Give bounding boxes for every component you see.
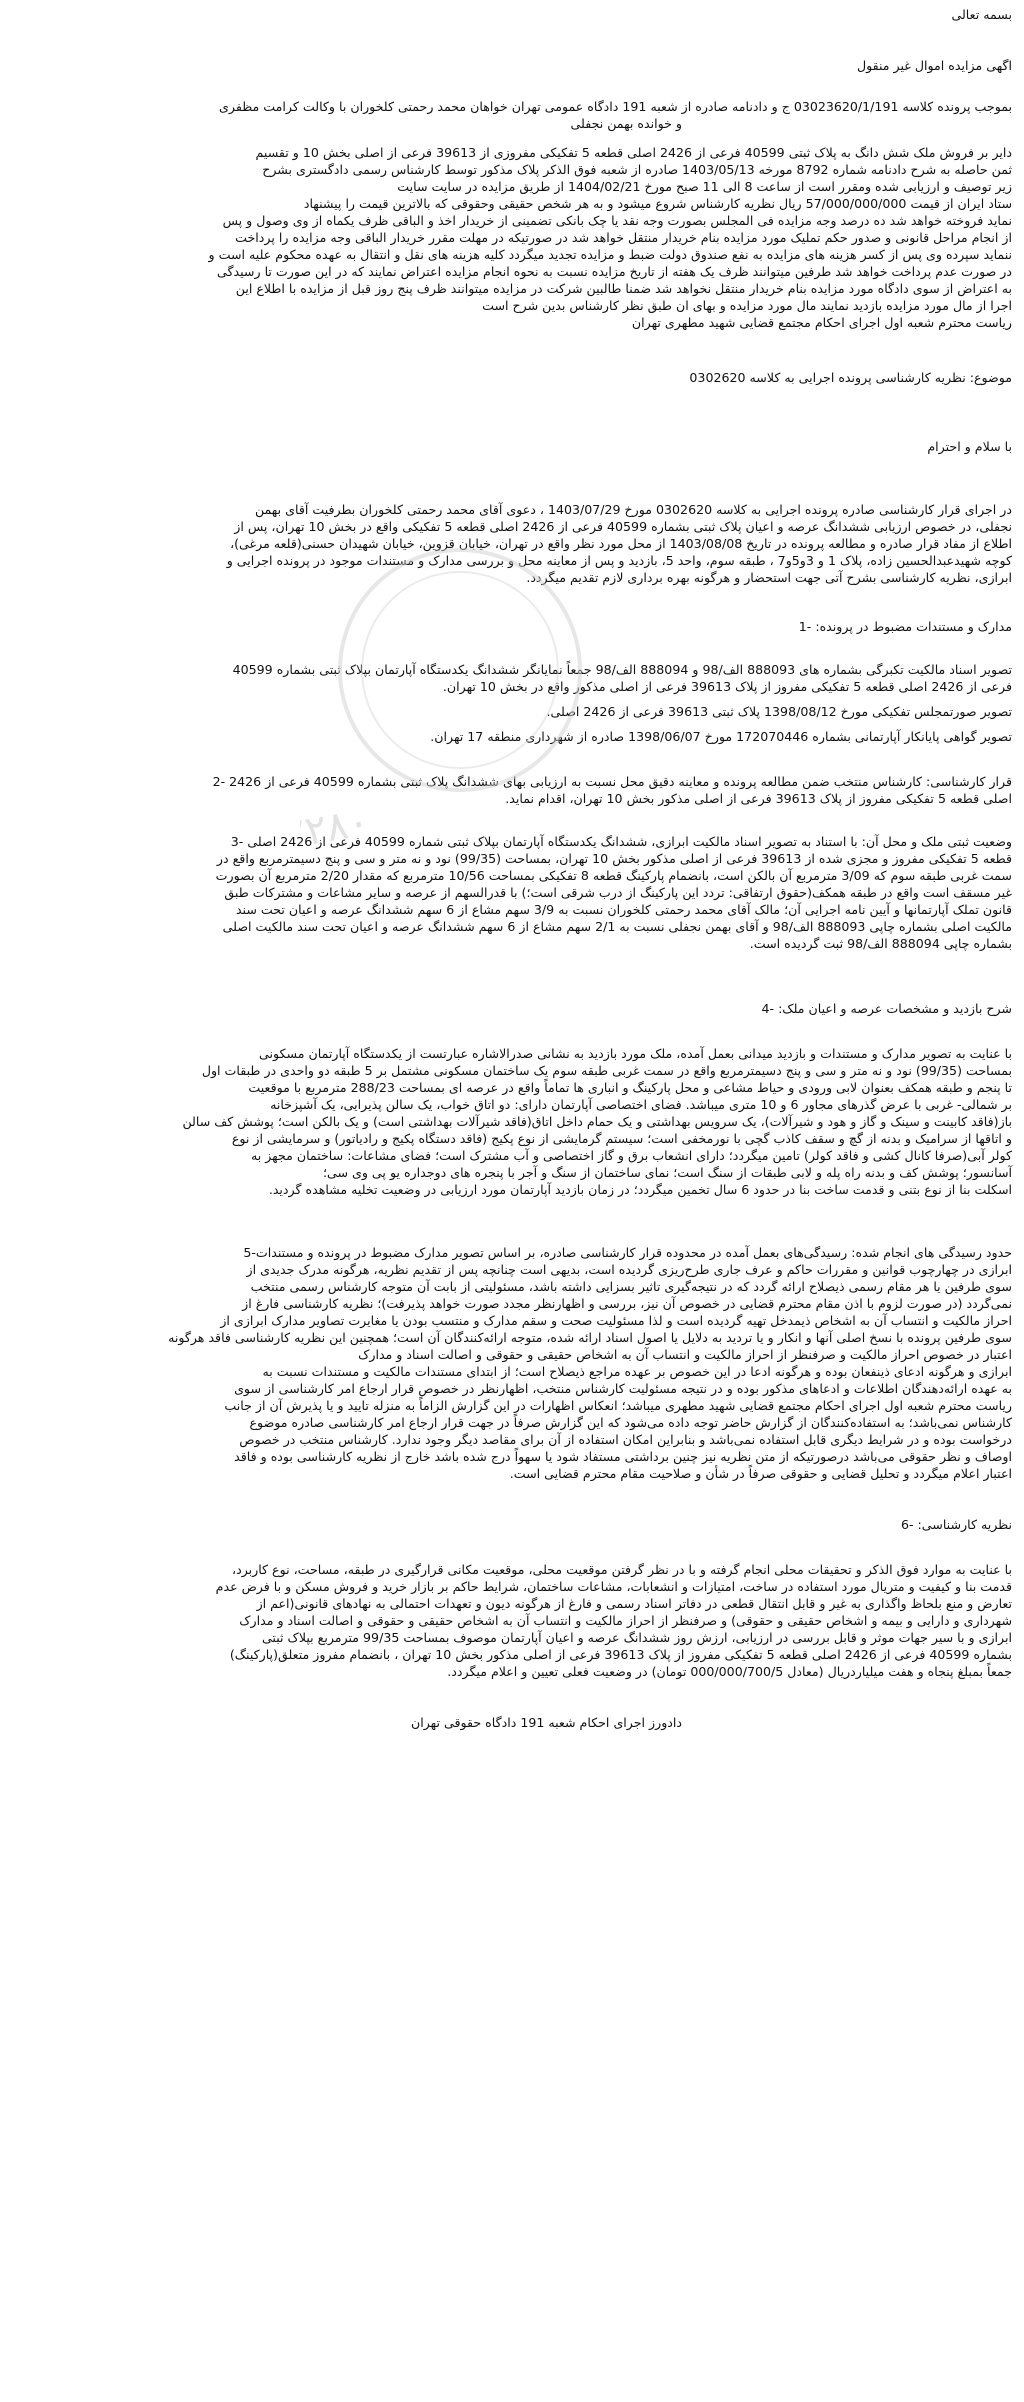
inspection-line: آسانسور؛ پوشش کف و بدنه راه پله و لابی طبقات از سنگ است؛ نمای ساختمان از سنگ و آجر با پنجره های دوجداره یو پی وی سی؛ — [322, 1165, 1012, 1180]
order-line: قرار کارشناسی: کارشناس منتخب ضمن مطالعه پرونده و معاینه دقیق محل نسبت به ارزیابی بهای ششدانگ پلاک ثبتی بشماره 40599 فرعی از 2426 -2 — [212, 774, 1012, 789]
auction-notice-body — [38, 144, 1012, 314]
opinion-line: شهرداری و دارایی و بیمه و اشخاص حقیقی و حقوقی) و صرفنظر از احراز مالکیت و انتساب آن به اشخاص حقیقی و حقوقی و اصالت اسناد و مدارک — [239, 1613, 1012, 1628]
notice-line: ثمن حاصله به شرح دادنامه شماره 8792 مورخه 1403/05/13 صادره از شعبه فوق الذکر پلاک مذکور توسط کارشناس رسمی دادگستری بشرح — [262, 162, 1012, 177]
opening-paragraph — [38, 501, 1012, 586]
registration-line: قانون تملک آپارتمانها و آیین نامه اجرایی آن؛ مالک آقای محمد رحمتی کلخوران نسبت به 3/9 سهم مشاع از 6 سهم ششدانگ عرصه و اعیان تحت سند — [235, 902, 1012, 917]
scope-line: اوصاف و نظر حقوقی می‌باشد درصورتیکه از متن نظریه نیز چنین برداشتی مستفاد شود یا سهواً درج شده باشد خارج از نظریه کارشناسی بوده و فاقد — [234, 1449, 1012, 1464]
doc-line: تصویر اسناد مالکیت تکبرگی بشماره های 888093 الف/98 و 888094 الف/98 جمعاً نمایانگر ششدانگ یکدستگاه آپارتمان بپلاک ثبتی بشماره 40599 — [232, 662, 1012, 677]
scope-line: ابرازی در چهارچوب قوانین و مقررات حاکم و عرف جاری طرح‌ریزی گردیده است، بدیهی است چنانچه پس از تقدیم نظریه، هرگونه مدرک جدیدی از — [246, 1262, 1012, 1277]
section-1-heading: مدارک و مستندات مضبوط در پرونده: -1 — [798, 619, 1012, 634]
notice-line: دایر بر فروش ملک شش دانگ به پلاک ثبتی 40599 فرعی از 2426 اصلی قطعه 5 تفکیکی مفروزی از 39613 فرعی از اصلی بخش 10 و تقسیم — [255, 145, 1012, 160]
registration-line: غیر مسقف است واقع در طبقه همکف(حقوق ارتفاقی: تردد این پارکینگ از درب شرقی است؛) با قدرالسهم از عرصه و سایر مشاعات و مشترکات طبق — [224, 885, 1012, 900]
recipient-line: ریاست محترم شعبه اول اجرای احکام مجتمع قضایی شهید مطهری تهران — [631, 315, 1012, 330]
opinion-line: ابرازی و با سیر جهات موثر و قابل بررسی در ارزیابی، ارزش روز ششدانگ عرصه و اعیان آپارتمان موصوف بمساحت 99/35 مترمربع بپلاک ثبتی — [261, 1630, 1012, 1645]
scope-line: سوی طرفین یا هر مقام رسمی ذیصلاح ارائه گردد که در نتیجه‌گیری تاثیر بسزایی داشته باشد، مسئولیتی از بابت آن متوجه کارشناس رسمی منتخب — [250, 1279, 1012, 1294]
notice-line: اجرا از مال مورد مزایده بازدید نمایند مال مورد مزایده و بهای ان طبق نظر کارشناس بدین شرح است — [482, 298, 1012, 313]
opinion-line: قدمت بنا و کیفیت و متریال مورد استفاده در ساخت، امتیازات و انشعابات، مشاعات ساختمان، شرایط حاکم بر بازار خرید و فروش مسکن و با فرض عدم — [215, 1579, 1012, 1594]
header-title: اگهی مزایده اموال غیر منقول — [856, 58, 1012, 73]
signature-line: دادورز اجرای احکام شعبه 191 دادگاه حقوقی تهران — [410, 1715, 682, 1730]
scope-line: ابرازی و هرگونه ادعای ذینفعان بوده و هرگونه ادعا در این خصوص بر عهده مراجع ذیصلاح است؛ از ابتدای مستندات مالکیت و مستندات نسبت به — [262, 1364, 1012, 1379]
inspection-line: بر شمالی- غربی با عرض گذرهای مجاور 6 و 10 متری میباشد. فضای اختصاصی آپارتمان دارای: دو اتاق خواب، یک سالن پذیرایی، یک آشپزخانه — [270, 1097, 1012, 1112]
notice-line: از انجام مراحل قانونی و صدور حکم تملیک مورد مزایده بنام خریدار منتقل خواهد شد در صورتیکه در مهلت مقرر خریدار الباقی وجه مزایده را پرداخت — [235, 230, 1012, 245]
scope-line: حدود رسیدگی های انجام شده: رسیدگی‌های بعمل آمده در محدوده قرار کارشناسی صادره، بر اساس تصویر مدارک مضبوط در پرونده و مستندات-5 — [243, 1245, 1012, 1260]
opinion-line: جمعاً بمبلغ پنجاه و هفت میلیاردریال (معادل 000/000/700/5 تومان) در وضعیت فعلی تعیین و اعلام میگردد. — [447, 1664, 1012, 1679]
order-line: اصلی قطعه 5 تفکیکی مفروز از پلاک 39613 فرعی از اصلی مذکور بخش 10 تهران، اقدام نماید. — [505, 791, 1012, 806]
subject-line: موضوع: نظریه کارشناسی پرونده اجرایی به کلاسه 0302620 — [689, 370, 1012, 385]
doc-line: فرعی از 2426 اصلی قطعه 5 تفکیکی مفروز از پلاک 39613 فرعی از اصلی مذکور واقع در بخش 10 تهران. — [442, 679, 1012, 694]
section-4-heading: شرح بازدید و مشخصات عرصه و اعیان ملک: -4 — [761, 1001, 1012, 1016]
inspection-line: بمساحت (99/35) نود و نه متر و سی و پنج دسیمترمربع واقع در سمت غربی طبقه سوم یک ساختمان مسکونی مشتمل بر 5 طبقه دو واحدی در طبقات اول — [201, 1063, 1012, 1078]
scope-line: احراز مالکیت و انتساب آن به اشخاص ذیمدخل تهیه گردیده است و لذا مسئولیت صحت و سقم مدارک و منتسب بودن یا مغایرت تصاویر مدارک ابرازی از — [220, 1313, 1012, 1328]
section-6-opinion — [38, 1561, 1012, 1680]
opening-line: اطلاع از مفاد قرار صادره و مطالعه پرونده در تاریخ 1403/08/08 از محل مورد نظر واقع در تهران، خیابان قزوین، خیابان شهیدان حسنی(قلعه مرغی)، — [230, 536, 1012, 551]
opinion-line: با عنایت به موارد فوق الذکر و تحقیقات محلی انجام گرفته و با در نظر گرفتن موقعیت محلی، موقعیت مکانی قرارگیری در طبقه، مساحت، نوع کاربرد، — [232, 1562, 1012, 1577]
opening-line: در اجرای قرار کارشناسی صادره پرونده اجرایی به کلاسه 0302620 مورخ 1403/07/29 ، دعوی آقای محمد رحمتی کلخوران بطرفیت آقای بهمن — [254, 502, 1012, 517]
scope-line: به عهده ارائه‌دهندگان اطلاعات و ادعاهای مذکور بوده و در نتیجه مسئولیت کارشناس منتخب، اظهارنظر در خصوص قرار ارجاع امر کارشناسی از سوی — [234, 1381, 1012, 1396]
case-intro-line: بموجب پرونده کلاسه 03023620/1/191 ج و دادنامه صادره از شعبه 191 دادگاه عمومی تهران خواهان محمد رحمتی کلخوران با وکالت کرامت مظفری — [219, 99, 1012, 114]
scope-line: کارشناس نمی‌باشد؛ به استفاده‌کنندگان از گزارش حاضر توجه داده می‌شود که این گزارش صرفاً در جهت قرار ارجاع امر کارشناسی صادره موضوع — [249, 1415, 1012, 1430]
opinion-line: بشماره 40599 فرعی از 2426 اصلی قطعه 5 تفکیکی مفروز از پلاک 39613 فرعی از اصلی مذکور بخش 10 تهران ، بانضمام مفروز متعلق(پارکینگ) — [229, 1647, 1012, 1662]
inspection-line: باز(فاقد کابینت و سینک و گاز و هود و شیرآلات)، یک سرویس بهداشتی و یک حمام داخل اتاق(فاقد شیرآلات بهداشتی است) و یک بالکن است؛ پوشش کف سالن — [182, 1114, 1012, 1129]
scope-line: نمی‌گردد (در صورت لزوم با اذن مقام محترم قضایی در خصوص آن نیز، بررسی و اظهارنظر مجدد صورت خواهد پذیرفت)؛ نظریه کارشناسی فارغ از — [242, 1296, 1012, 1311]
defendant-line: و خوانده بهمن نجفلی — [570, 116, 682, 131]
scope-line: ریاست محترم شعبه اول اجرای احکام مجتمع قضایی شهید مطهری میباشد؛ انعکاس اظهارات در این گزارش الزاماً به منزله تایید و یا پذیرش آن از جانب — [224, 1398, 1012, 1413]
notice-line: زیر توصیف و ارزیابی شده ومقرر است از ساعت 8 الی 11 صبح مورخ 1404/02/21 از طریق مزایده در سایت سایت — [397, 179, 1012, 194]
doc-line: تصویر صورتمجلس تفکیکی مورخ 1398/08/12 پلاک ثبتی 39613 فرعی از 2426 اصلی. — [546, 704, 1012, 719]
notice-line: نماید فروخته خواهد شد ده درصد وجه مزایده فی المجلس بصورت وجه نقد یا چک بانکی تضمینی از خریدار اخذ و الباقی ظرف یکماه از وی وصول و پس — [222, 213, 1012, 228]
scope-line: اعتبار در خصوص احراز مالکیت و صرفنظر از احراز مالکیت و انتساب آن به اشخاص حقیقی و حقوقی و اصالت اسناد و مدارک — [358, 1347, 1012, 1362]
greeting: با سلام و احترام — [927, 439, 1012, 454]
header-bismillah: بسمه تعالی — [951, 7, 1012, 22]
scope-line: سوی طرفین پرونده با نسخ اصلی آنها و انکار و یا تردید به دلایل یا اصول اسناد ارائه شده، متوجه ارائه‌کنندگان آن است؛ همچنین این نظریه کارشناسی فاقد هرگونه — [168, 1330, 1012, 1345]
scope-line: اعتبار اعلام میگردد و تحلیل قضایی و حقوقی صرفاً در شأن و صلاحیت مقام محترم قضایی است. — [509, 1466, 1012, 1481]
svg-text:۰۲۱-۹۱۰۰۷۲۸۰: ۰۲۱-۹۱۰۰۷۲۸۰ — [300, 798, 373, 850]
scope-line: درخواست بوده و در شرایط دیگری قابل استفاده نمی‌باشد و بنابراین امکان استفاده از آن برای مقاصد دیگر وجود ندارد. کارشناس منتخب در خصوص — [239, 1432, 1012, 1447]
inspection-line: تا پنجم و طبقه همکف بعنوان لابی ورودی و حیاط مشاعی و محل پارکینگ و انباری ها تماماً واقع در عرصه ای بمساحت 288/23 مترمربع با موقعیت — [248, 1080, 1012, 1095]
doc-line: تصویر گواهی پایانکار آپارتمانی بشماره 172070446 مورخ 1398/06/07 صادره از شهرداری منطقه 17 تهران. — [430, 729, 1012, 744]
notice-line: ستاد ایران از قیمت 57/000/000/000 ریال نظریه کارشناس شروع میشود و به هر شخص حقیقی وحقوقی که بالاترین قیمت را پیشنهاد — [303, 196, 1012, 211]
opinion-line: تعارض و منع بلحاظ واگذاری به غیر و قابل انتقال قطعی در دفاتر اسناد رسمی و فارغ از هرگونه دیون و تعهدات احتمالی به نهادهای قانونی(اعم از — [256, 1596, 1012, 1611]
registration-line: مالکیت اصلی بشماره چاپی 888093 الف/98 و آقای بهمن نجفلی نسبت به 2/1 سهم مشاع از 6 سهم ششدانگ عرصه و اعیان تحت سند مالکیت اصلی — [222, 919, 1012, 934]
section-4-inspection — [38, 1045, 1012, 1198]
section-1-docs — [38, 661, 1012, 695]
registration-line: قطعه 5 تفکیکی مفروز و مجزی شده از 39613 فرعی از اصلی مذکور بخش 10 تهران، بمساحت (99/35) نود و نه متر و سی و پنج دسیمترمربع واقع در — [216, 851, 1012, 866]
inspection-line: و اتاقها از سرامیک و بدنه از گچ و سقف کاذب گچی با نورمخفی است؛ سیستم گرمایشی از نوع پکیج (فاقد دستگاه پکیج و رادیاتور) و سرمایشی از نوع — [231, 1131, 1012, 1146]
section-2-order — [38, 773, 1012, 807]
section-5-scope — [38, 1244, 1012, 1482]
registration-line: بشماره چاپی 888094 الف/98 ثبت گردیده است. — [749, 936, 1012, 951]
inspection-line: اسکلت بنا از نوع بتنی و قدمت ساخت بنا در حدود 6 سال تخمین میگردد؛ در زمان بازدید آپارتمان مورد ارزیابی در وضعیت تخلیه مشاهده گردید. — [268, 1182, 1012, 1197]
registration-line: سمت غربی طبقه سوم که 3/09 مترمربع آن بالکن است، بانضمام پارکینگ قطعه 8 تفکیکی بمساحت 10/56 مترمربع که مقدار 2/20 مترمربع آن بصورت — [215, 868, 1012, 883]
inspection-line: کولر آبی(صرفا کانال کشی و فاقد کولر) تامین میگردد؛ دارای انشعاب برق و گاز اختصاصی و آب مشترک است؛ فضای مشاعات: ساختمان مجهز به — [250, 1148, 1012, 1163]
notice-line: در صورت عدم پرداخت خواهد شد طرفین میتوانند ظرف یک هفته از تاریخ مزایده نسبت به نحوه انجام مزایده اعتراض نمایند که در این صورت تا رسیدگی — [217, 264, 1012, 279]
registration-line: وضعیت ثبتی ملک و محل آن: با استناد به تصویر اسناد مالکیت ابرازی، ششدانگ یکدستگاه آپارتمان بپلاک ثبتی شماره 40599 فرعی از 2426 اصلی -3 — [230, 834, 1012, 849]
notice-line: ننماید سپرده وی پس از کسر هزینه های مزایده به نفع صندوق دولت ضبط و مزایده تجدید میگردد کلیه هزینه های نقل و انتقال به عهده محکوم علیه است و — [208, 247, 1012, 262]
opening-line: کوچه شهیدعبدالحسین زاده، پلاک 1 و 3و5و7 ، طبقه سوم، واحد 5، بازدید و پس از معاینه محل و بررسی مدارک و مستندات موجود در پرونده اجرایی و — [226, 553, 1012, 568]
section-3-registration — [38, 833, 1012, 952]
opening-line: نجفلی، در خصوص ارزیابی ششدانگ عرصه و اعیان پلاک ثبتی بشماره 40599 فرعی از 2426 اصلی قطعه 5 تفکیکی واقع در بخش 10 تهران، پس از — [234, 519, 1012, 534]
notice-line: به اعتراض از سوی دادگاه مورد مزایده بنام خریدار منتقل نخواهد شد ضمنا طالبین شرکت در مزایده میتوانند ظرف پنج روز قبل از مزایده با اطلاع این — [235, 281, 1012, 296]
opening-line: ابرازی، نظریه کارشناسی بشرح آتی جهت استحضار و هرگونه بهره برداری لازم تقدیم میگردد. — [526, 570, 1012, 585]
inspection-line: با عنایت به تصویر مدارک و مستندات و بازدید میدانی بعمل آمده، ملک مورد بازدید به نشانی صدرالاشاره عبارتست از یکدستگاه آپارتمان مسکونی — [259, 1046, 1012, 1061]
section-6-heading: نظریه کارشناسی: -6 — [900, 1517, 1012, 1532]
